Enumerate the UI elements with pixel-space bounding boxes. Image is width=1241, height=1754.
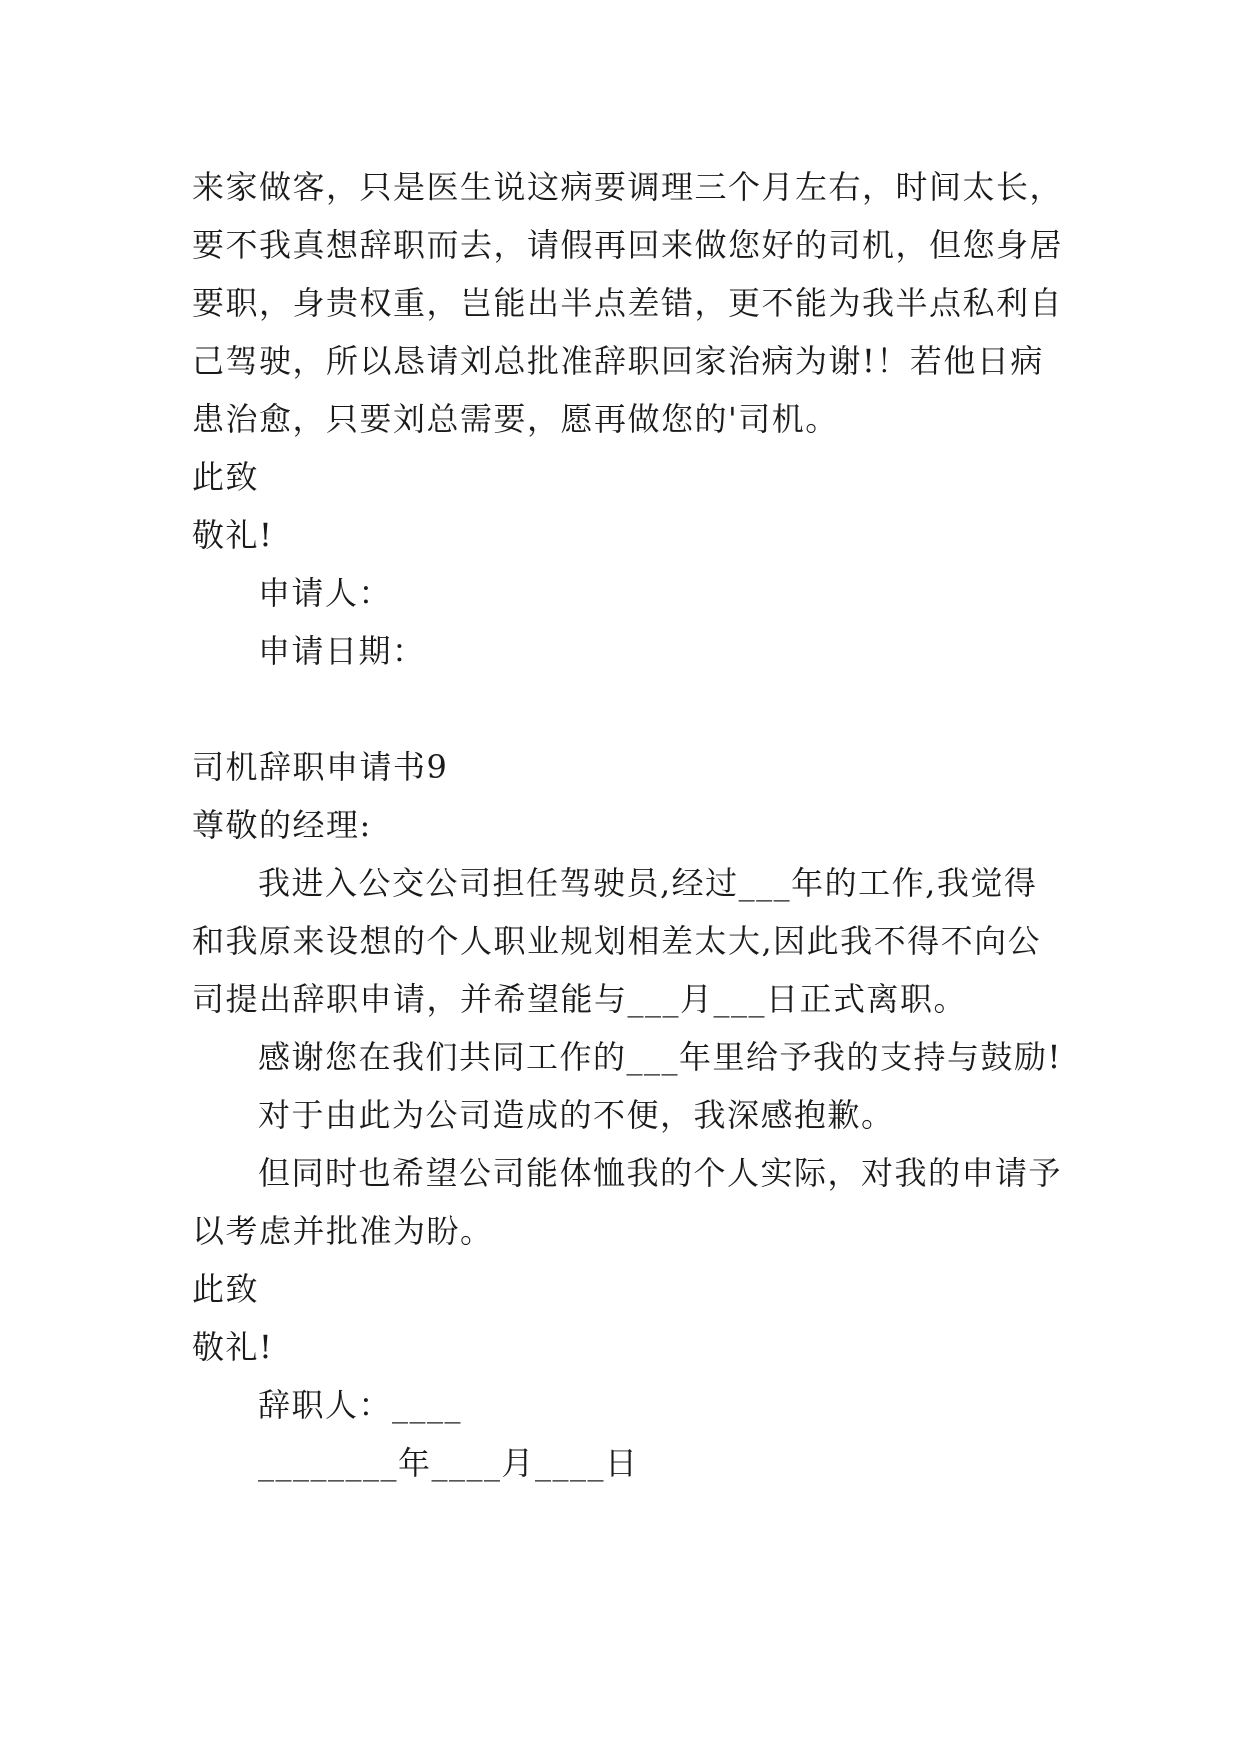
document-page (192, 158, 1072, 1492)
body-line: 我进入公交公司担任驾驶员,经过___年的工作,我觉得 (258, 864, 1038, 902)
section-spacer (192, 680, 1072, 738)
closing-salute: 敬礼! (192, 1328, 274, 1366)
body-line: 但同时也希望公司能体恤我的个人实际，对我的申请予 (258, 1154, 1063, 1192)
date-line: ________年____月____日 (258, 1444, 639, 1482)
closing-line: 此致 (192, 458, 260, 496)
body-line: 患治愈，只要刘总需要，愿再做您的'司机。 (192, 400, 839, 438)
closing-line: 此致 (192, 1270, 260, 1308)
body-line: 来家做客，只是医生说这病要调理三个月左右，时间太长， (192, 168, 1064, 206)
body-line: 要不我真想辞职而去，请假再回来做您好的司机，但您身居 (192, 226, 1064, 264)
letter-title: 司机辞职申请书9 (192, 748, 449, 786)
letter-9 (192, 738, 1072, 1492)
body-line: 对于由此为公司造成的不便，我深感抱歉。 (258, 1096, 895, 1134)
letter-continuation (192, 158, 1072, 680)
body-line: 感谢您在我们共同工作的___年里给予我的支持与鼓励! (258, 1038, 1062, 1076)
body-line: 和我原来设想的个人职业规划相差太大,因此我不得不向公 (192, 922, 1042, 960)
applicant-label: 申请人： (258, 574, 393, 612)
body-line: 司提出辞职申请，并希望能与___月___日正式离职。 (192, 980, 968, 1018)
body-line: 要职，身贵权重，岂能出半点差错，更不能为我半点私利自 (192, 284, 1064, 322)
body-line: 以考虑并批准为盼。 (192, 1212, 494, 1250)
resigner-label: 辞职人：____ (258, 1386, 463, 1424)
salutation: 尊敬的经理: (192, 806, 372, 844)
body-line: 己驾驶，所以恳请刘总批准辞职回家治病为谢!！若他日病 (192, 342, 1044, 380)
application-date-label: 申请日期： (258, 632, 426, 670)
closing-salute: 敬礼! (192, 516, 274, 554)
